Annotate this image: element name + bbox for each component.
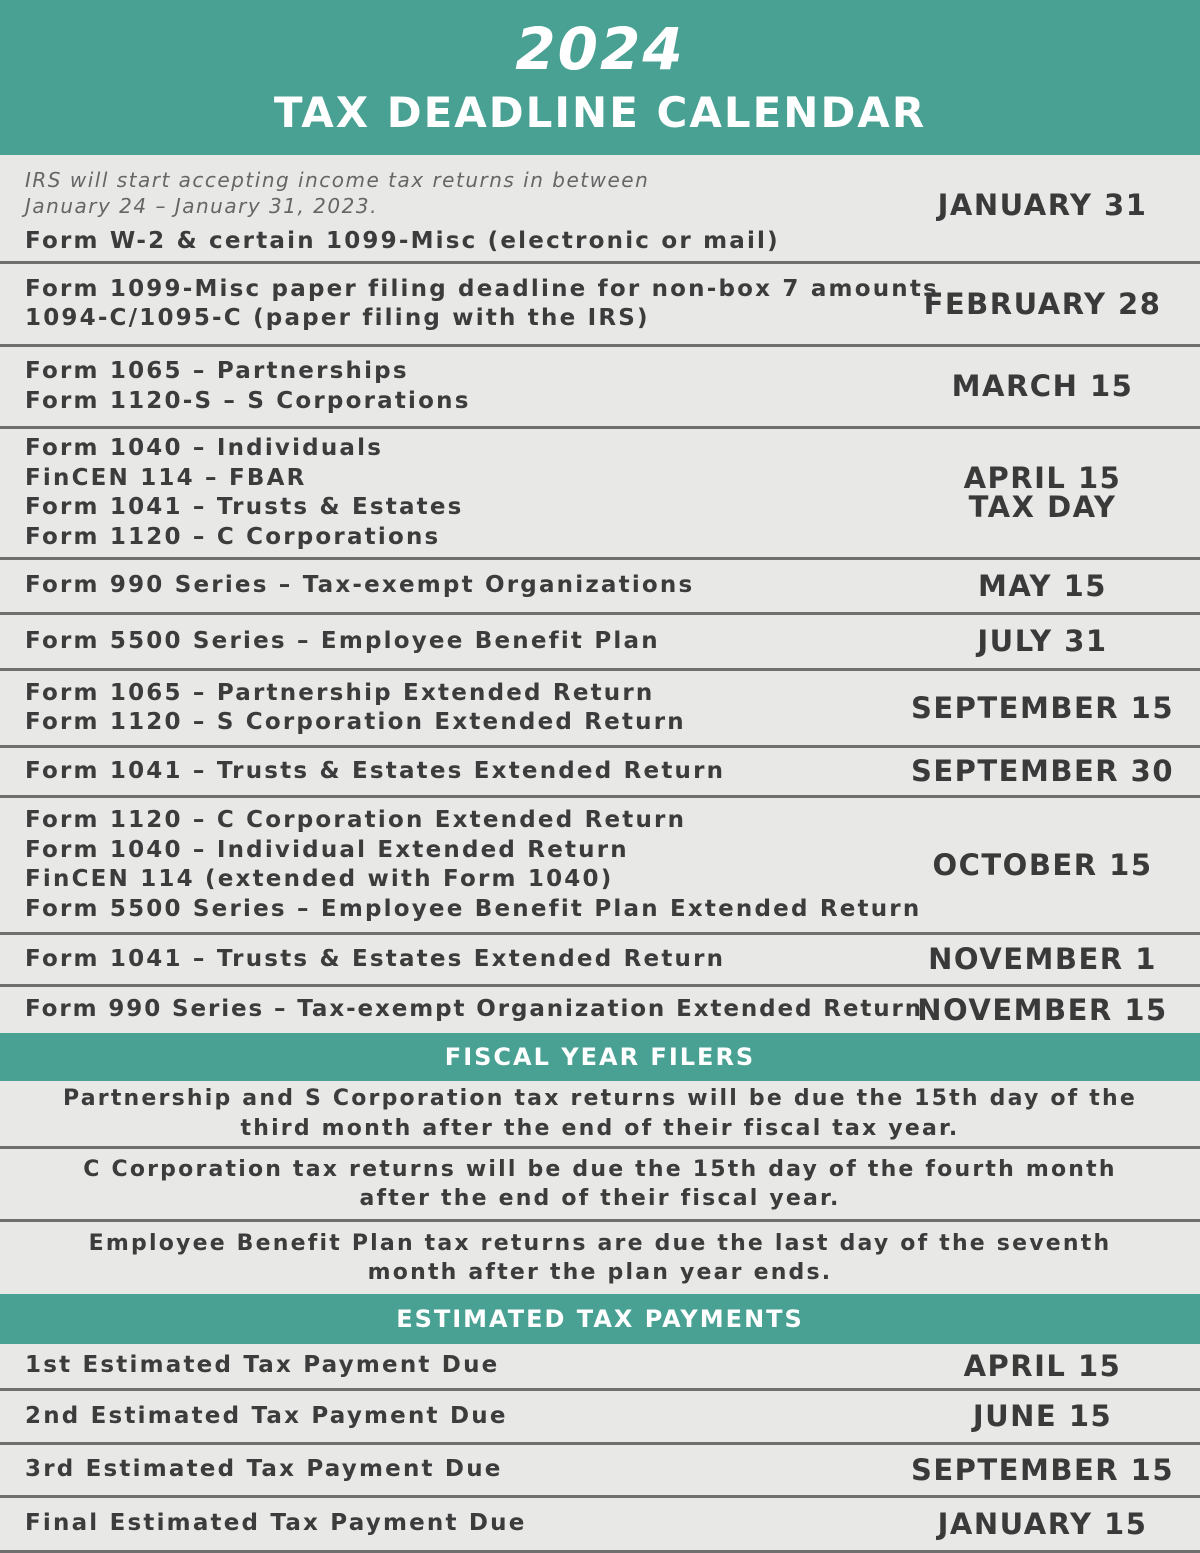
fiscal-item-text: Partnership and S Corporation tax returns will be due the 15th day of the third month after the end of their fiscal tax year. (63, 1086, 1137, 1141)
deadline-date: APRIL 15 (963, 461, 1122, 495)
fiscal-item (0, 1081, 1200, 1149)
estimated-payment-label: 2nd Estimated Tax Payment Due (25, 1402, 508, 1429)
deadline-date: FEBRUARY 28 (923, 286, 1162, 321)
estimated-payment-date: APRIL 15 (963, 1348, 1122, 1383)
deadline-form: Form 1120 – C Corporation Extended Return (25, 807, 687, 833)
deadline-row (0, 560, 1200, 615)
estimated-payment-row (0, 1391, 1200, 1445)
estimated-payment-label: 1st Estimated Tax Payment Due (25, 1352, 500, 1379)
deadline-form: Form 1065 – Partnership Extended Return (25, 679, 655, 706)
deadline-row (0, 748, 1200, 798)
deadline-form: Form 1041 – Trusts & Estates (25, 494, 464, 520)
deadline-form: FinCEN 114 (extended with Form 1040) (25, 866, 614, 892)
deadline-row (0, 935, 1200, 987)
estimated-payment-date: JUNE 15 (972, 1399, 1113, 1433)
deadline-form: Form 1041 – Trusts & Estates Extended Return (25, 757, 726, 784)
deadline-date: NOVEMBER 15 (917, 992, 1168, 1027)
deadline-row (0, 798, 1200, 935)
deadline-form: Form 5500 Series – Employee Benefit Plan Extended Return (25, 895, 922, 922)
fiscal-item-text: Employee Benefit Plan tax returns are due the last day of the seventh month after the plan year ends. (88, 1230, 1112, 1285)
fiscal-item-text: C Corporation tax returns will be due the 15th day of the fourth month after the end of their fiscal year. (83, 1156, 1117, 1211)
fiscal-year-heading: FISCAL YEAR FILERS (0, 1033, 1200, 1081)
calendar-year: 2024 (515, 15, 685, 83)
deadline-form: Form 1120-S – S Corporations (25, 387, 471, 414)
estimated-payment-label: 3rd Estimated Tax Payment Due (25, 1456, 503, 1483)
deadline-row (0, 347, 1200, 429)
deadline-form: Form 1065 – Partnerships (25, 358, 409, 384)
deadline-form: FinCEN 114 – FBAR (25, 464, 307, 491)
deadline-row (0, 429, 1200, 560)
estimated-payment-label: Final Estimated Tax Payment Due (25, 1510, 527, 1537)
estimated-payment-date: JANUARY 15 (937, 1506, 1148, 1541)
deadline-row (0, 615, 1200, 671)
deadline-form: Form 1120 – S Corporation Extended Return (25, 709, 686, 735)
deadline-date: JANUARY 31 (937, 188, 1148, 222)
calendar-header (0, 0, 1200, 155)
deadline-date: MARCH 15 (951, 369, 1134, 403)
deadline-date: JULY 31 (977, 624, 1108, 658)
deadline-form: Form 5500 Series – Employee Benefit Plan (25, 627, 660, 654)
deadline-form: Form 1120 – C Corporations (25, 523, 441, 550)
deadline-date: SEPTEMBER 30 (910, 754, 1175, 788)
deadline-date: SEPTEMBER 15 (910, 690, 1175, 725)
calendar-title: TAX DEADLINE CALENDAR (273, 88, 927, 137)
deadline-date: OCTOBER 15 (932, 847, 1153, 882)
deadline-form: Form 1099-Misc paper filing deadline for non-box 7 amounts (25, 275, 939, 302)
estimated-payment-date: SEPTEMBER 15 (910, 1452, 1175, 1487)
deadline-row (0, 155, 1200, 264)
deadline-row (0, 671, 1200, 748)
deadline-date-sub: TAX DAY (968, 490, 1117, 524)
deadline-form: Form W-2 & certain 1099-Misc (electronic or mail) (25, 228, 780, 254)
estimated-payment-row (0, 1344, 1200, 1391)
deadline-date: NOVEMBER 1 (928, 942, 1157, 976)
deadline-note: January 24 – January 31, 2023. (25, 194, 378, 218)
deadline-form: Form 990 Series – Tax-exempt Organizations (25, 572, 695, 599)
deadline-row (0, 987, 1200, 1033)
deadline-form: 1094-C/1095-C (paper filing with the IRS) (25, 305, 650, 331)
deadline-form: Form 1041 – Trusts & Estates Extended Return (25, 945, 726, 972)
deadline-form: Form 1040 – Individuals (25, 435, 384, 461)
deadline-row (0, 264, 1200, 347)
estimated-payment-row (0, 1445, 1200, 1498)
deadline-form: Form 1040 – Individual Extended Return (25, 836, 629, 863)
deadline-date: MAY 15 (978, 568, 1107, 603)
estimated-payments-heading: ESTIMATED TAX PAYMENTS (0, 1294, 1200, 1344)
deadline-note: IRS will start accepting income tax returns in between (25, 168, 650, 192)
estimated-payment-row (0, 1498, 1200, 1553)
fiscal-item (0, 1149, 1200, 1222)
deadline-form: Form 990 Series – Tax-exempt Organization Extended Return (25, 996, 924, 1023)
fiscal-item (0, 1222, 1200, 1294)
